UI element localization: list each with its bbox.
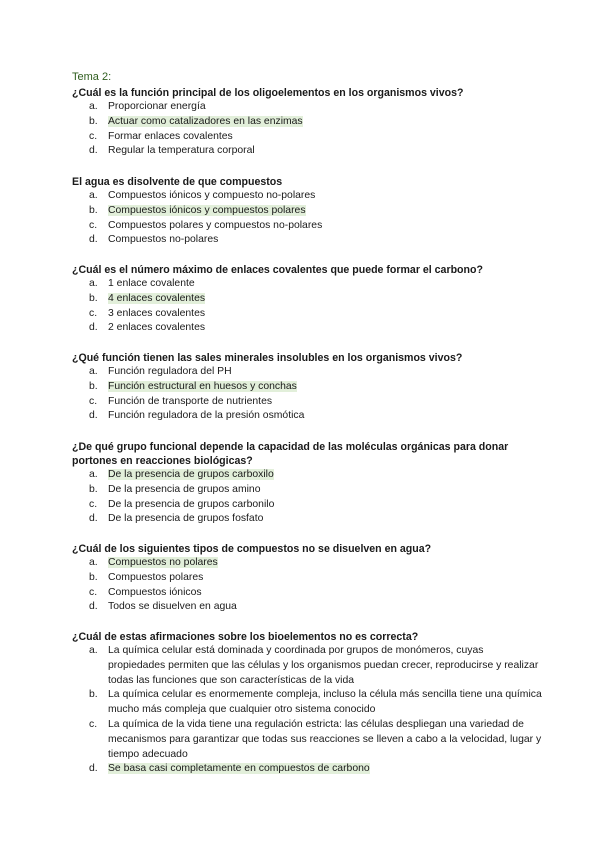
option-text-highlighted: Compuestos no polares (108, 557, 218, 568)
option-letter: c. (89, 307, 98, 319)
option-2c (72, 219, 542, 234)
option-text: Función reguladora del PH (108, 366, 232, 377)
option-text: Compuestos no-polares (108, 234, 219, 246)
option-text: Formar enlaces covalentes (108, 130, 233, 142)
option-7b (72, 688, 542, 718)
option-2a (72, 189, 542, 204)
option-6d (72, 600, 542, 615)
options-list-7 (72, 644, 542, 777)
option-letter: d. (89, 513, 98, 525)
question-4: ¿Qué función tienen las sales minerales insolubles en los organismos vivos? (72, 352, 463, 364)
option-letter: b. (89, 115, 98, 127)
option-6a-correct (72, 556, 542, 571)
option-text: 3 enlaces covalentes (108, 307, 206, 319)
option-1c (72, 130, 542, 145)
options-list-1 (72, 100, 542, 159)
option-text: 2 enlaces covalentes (108, 322, 206, 334)
option-letter: b. (89, 689, 98, 701)
option-letter: a. (89, 101, 98, 112)
option-letter: b. (89, 204, 98, 216)
option-text: 1 enlace covalente (108, 278, 195, 289)
options-list-5 (72, 468, 542, 527)
option-text: Proporcionar energía (108, 101, 206, 112)
option-letter: b. (89, 292, 98, 304)
option-text: Compuestos iónicos y compuesto no-polares (108, 190, 316, 201)
option-5a-correct (72, 468, 542, 483)
option-7a (72, 644, 542, 688)
option-text: Compuestos polares y compuestos no-polares (108, 219, 323, 231)
option-text: De la presencia de grupos amino (108, 483, 261, 495)
option-letter: d. (89, 234, 98, 246)
option-letter: c. (89, 586, 98, 598)
topic-heading: Tema 2: (72, 71, 112, 83)
option-text-highlighted: 4 enlaces covalentes (108, 292, 206, 304)
option-4c (72, 395, 542, 410)
question-6: ¿Cuál de los siguientes tipos de compuestos no se disuelven en agua? (72, 543, 432, 555)
option-text-highlighted: Compuestos iónicos y compuestos polares (108, 204, 306, 216)
option-text: De la presencia de grupos carbonilo (108, 498, 275, 510)
option-letter: a. (89, 278, 98, 289)
option-1a (72, 100, 542, 115)
option-text: La química celular es enormemente compleja, incluso la célula más sencilla tiene una química mucho más compleja que cualquier otro sistema conocido (108, 689, 542, 716)
option-letter: a. (89, 557, 98, 568)
option-text: La química de la vida tiene una regulación estricta: las células despliegan una variedad de mecanismos para garantizar que todas sus reacciones se lleven a cabo a la velocidad, lugar y tiempo adecuado (108, 718, 542, 760)
option-5d (72, 512, 542, 527)
options-list-6 (72, 556, 542, 615)
option-letter: c. (89, 130, 98, 142)
option-letter: d. (89, 322, 98, 334)
option-text: La química celular está dominada y coordinada por grupos de monómeros, cuyas propiedades permiten que las células y los organismos puedan crecer, reproducirse y realizar todas las funciones que son características de la vida (108, 645, 539, 686)
option-letter: a. (89, 190, 98, 201)
option-letter: d. (89, 410, 98, 422)
option-text: De la presencia de grupos fosfato (108, 513, 264, 525)
option-1b-correct (72, 115, 542, 130)
question-3: ¿Cuál es el número máximo de enlaces covalentes que puede formar el carbono? (72, 264, 483, 276)
option-text: Función reguladora de la presión osmótica (108, 410, 305, 422)
option-1d (72, 144, 542, 159)
option-4d (72, 409, 542, 424)
option-text: Función de transporte de nutrientes (108, 395, 273, 407)
option-5b (72, 483, 542, 498)
option-letter: b. (89, 571, 98, 583)
option-3a (72, 277, 542, 292)
options-list-3 (72, 277, 542, 336)
option-letter: b. (89, 380, 98, 392)
option-text-highlighted: Función estructural en huesos y conchas (108, 380, 297, 392)
option-3c (72, 307, 542, 322)
question-5: ¿De qué grupo funcional depende la capacidad de las moléculas orgánicas para donar portones en reacciones biológicas? (72, 441, 509, 467)
question-7: ¿Cuál de estas afirmaciones sobre los bioelementos no es correcta? (72, 631, 419, 643)
option-text: Compuestos polares (108, 571, 204, 583)
option-letter: c. (89, 395, 98, 407)
option-2b-correct (72, 204, 542, 219)
option-3d (72, 321, 542, 336)
option-letter: c. (89, 718, 98, 730)
option-letter: d. (89, 145, 98, 157)
option-letter: c. (89, 498, 98, 510)
options-list-2 (72, 189, 542, 248)
question-1: ¿Cuál es la función principal de los oligoelementos en los organismos vivos? (72, 87, 464, 99)
option-text-highlighted: Se basa casi completamente en compuestos de carbono (108, 763, 370, 775)
option-letter: a. (89, 366, 98, 377)
option-text-highlighted: Actuar como catalizadores en las enzimas (108, 115, 303, 127)
option-text: Regular la temperatura corporal (108, 145, 255, 157)
option-2d (72, 233, 542, 248)
option-letter: d. (89, 601, 98, 613)
option-letter: a. (89, 645, 98, 656)
option-letter: d. (89, 763, 98, 775)
option-text: Compuestos iónicos (108, 586, 202, 598)
option-7c (72, 718, 542, 762)
option-letter: b. (89, 483, 98, 495)
option-4b-correct (72, 380, 542, 395)
question-2: El agua es disolvente de que compuestos (72, 176, 283, 188)
option-6b (72, 571, 542, 586)
option-text: Todos se disuelven en agua (108, 601, 237, 613)
option-letter: a. (89, 469, 98, 480)
option-text-highlighted: De la presencia de grupos carboxilo (108, 469, 274, 480)
option-5c (72, 498, 542, 513)
option-4a (72, 365, 542, 380)
option-7d-correct (72, 762, 542, 777)
option-letter: c. (89, 219, 98, 231)
option-6c (72, 586, 542, 601)
option-3b-correct (72, 292, 542, 307)
options-list-4 (72, 365, 542, 424)
